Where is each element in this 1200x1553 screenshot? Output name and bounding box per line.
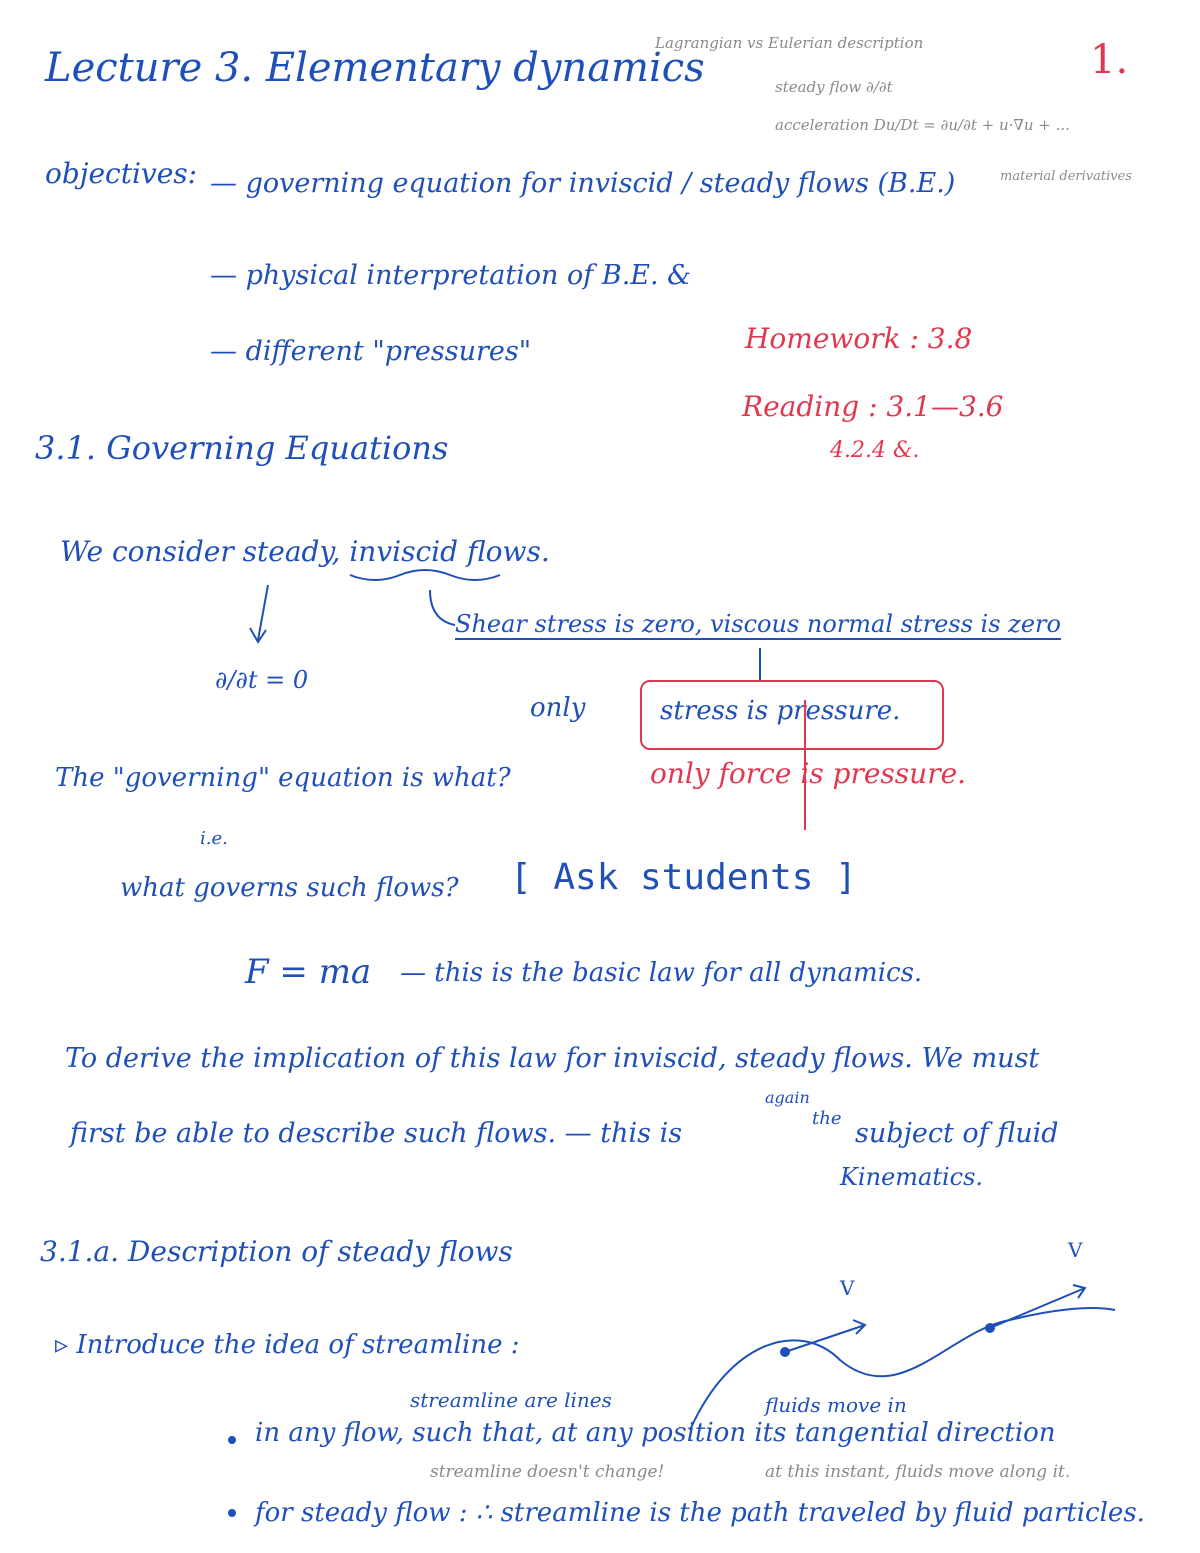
bullet-1-subnote: streamline doesn't change!: [430, 1462, 665, 1482]
bullet-dot-1: [228, 1436, 236, 1444]
what-governs: what governs such flows?: [120, 873, 459, 903]
bullet-1-subnote-2: at this instant, fluids move along it.: [765, 1462, 1071, 1482]
margin-note-line4: material derivatives: [1000, 169, 1132, 184]
margin-note-line1: Lagrangian vs Eulerian description: [655, 34, 924, 52]
stress-is-pressure: stress is pressure.: [660, 696, 901, 726]
margin-note-line2: steady flow ∂/∂t: [775, 78, 893, 96]
shear-stress-statement: Shear stress is zero, viscous normal stress is zero: [455, 610, 1061, 638]
objective-1: — governing equation for inviscid / steady flows (B.E.): [210, 168, 956, 199]
ask-students: [ Ask students ]: [510, 857, 857, 898]
time-derivative-zero: ∂/∂t = 0: [215, 666, 309, 694]
again-insert: again: [765, 1088, 810, 1107]
subject-of-fluid: subject of fluid: [855, 1118, 1059, 1149]
only-label: only: [530, 693, 586, 723]
annotation-streamline-lines: streamline are lines: [410, 1388, 612, 1412]
lecture-title: Lecture 3. Elementary dynamics: [45, 45, 705, 91]
bullet-1-text: in any flow, such that, at any position its tangential direction: [255, 1418, 1056, 1448]
basic-law-note: — this is the basic law for all dynamics.: [400, 958, 923, 988]
objective-2: — physical interpretation of B.E. &: [210, 260, 692, 291]
margin-note-line3: acceleration Du/Dt = ∂u/∂t + u·∇u + ...: [775, 116, 1070, 134]
section-3-1-a-heading: 3.1.a. Description of steady flows: [40, 1235, 513, 1268]
objectives-label: objectives:: [45, 157, 198, 190]
bullet-dot-2: [228, 1509, 236, 1517]
newton-law: F = ma: [245, 952, 372, 992]
reading-extra: 4.2.4 &.: [830, 438, 920, 463]
derive-line-2: first be able to describe such flows. — this is: [70, 1118, 683, 1149]
homework-note: Homework : 3.8: [745, 322, 973, 355]
the-insert: the: [812, 1108, 842, 1129]
velocity-label-2: V: [1068, 1238, 1083, 1262]
page-number: 1.: [1090, 37, 1129, 83]
velocity-label-1: V: [840, 1276, 855, 1300]
reading-note: Reading : 3.1—3.6: [742, 390, 1004, 423]
governing-question: The "governing" equation is what?: [55, 763, 511, 793]
objective-3: — different "pressures": [210, 336, 532, 367]
introduce-streamline: ▹ Introduce the idea of streamline :: [55, 1330, 520, 1360]
section-3-1-heading: 3.1. Governing Equations: [35, 429, 449, 467]
ie-label: i.e.: [200, 828, 228, 849]
bullet-2-text: for steady flow : ∴ streamline is the path traveled by fluid particles.: [255, 1498, 1145, 1528]
annotation-fluids-move: fluids move in: [765, 1393, 907, 1417]
consider-statement: We consider steady, inviscid flows.: [60, 535, 550, 568]
derive-line-1: To derive the implication of this law for inviscid, steady flows. We must: [65, 1043, 1040, 1074]
only-force-is-pressure: only force is pressure.: [650, 757, 967, 790]
kinematics-word: Kinematics.: [840, 1163, 984, 1191]
